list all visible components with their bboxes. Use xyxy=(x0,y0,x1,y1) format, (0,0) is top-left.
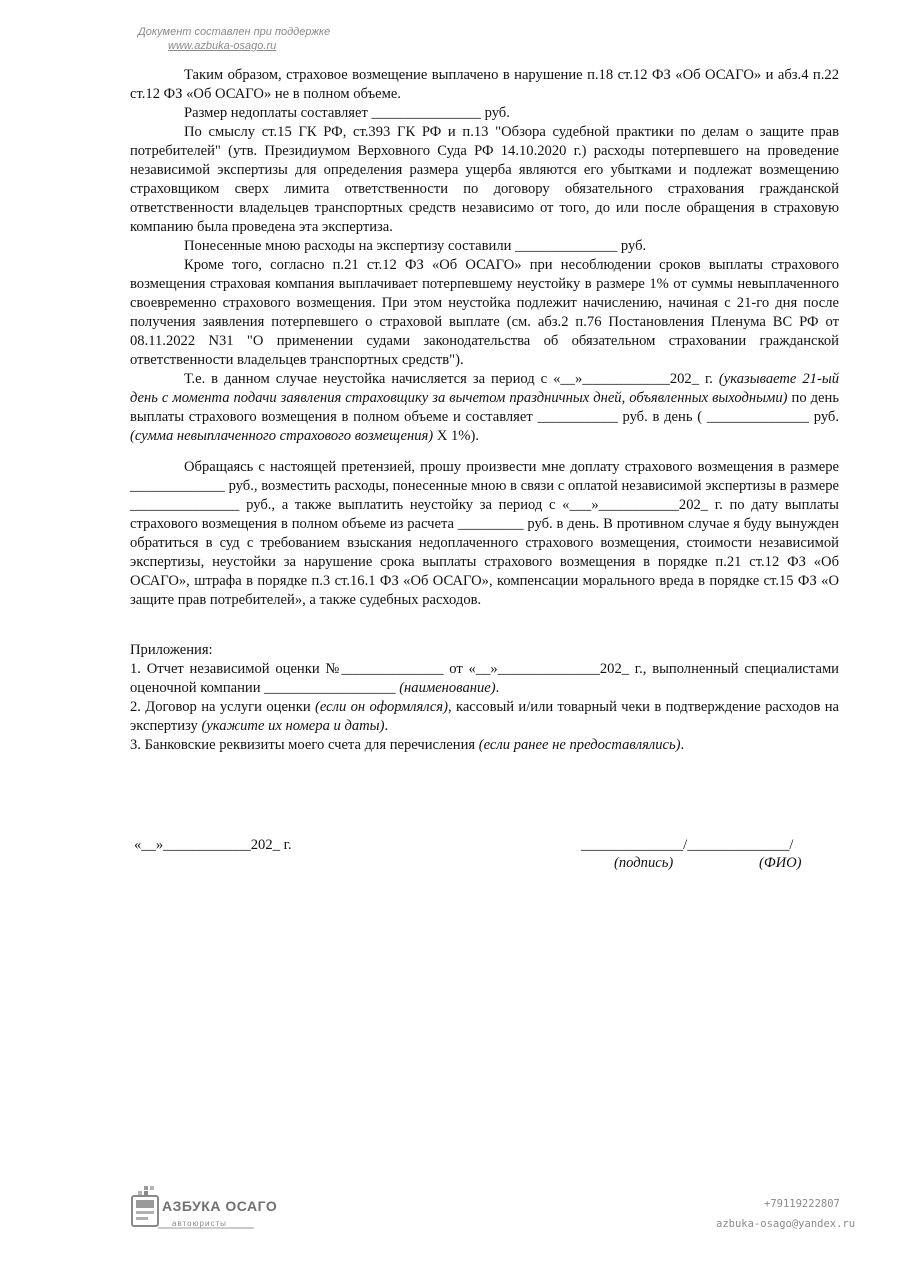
appendix-item-1: 1. Отчет независимой оценки №______________ от «__»______________202_ г., выполненный специалистами оценочной компании __________________ (наименование). xyxy=(130,661,839,696)
header-note: Документ составлен при поддержке xyxy=(138,26,331,38)
logo-subtitle: автоюристы xyxy=(172,1219,227,1228)
signature-line: ______________/______________/ xyxy=(581,837,794,853)
paragraph-expertise-costs: Понесенные мною расходы на экспертизу составили ______________ руб. xyxy=(184,238,647,254)
name-caption: (ФИО) xyxy=(759,855,802,871)
footer-phone[interactable]: +79119222807 xyxy=(764,1198,840,1210)
header-url[interactable]: www.azbuka-osago.ru xyxy=(168,40,277,52)
appendix-item-3: 3. Банковские реквизиты моего счета для перечисления (если ранее не предоставлялись). xyxy=(130,737,685,753)
appendix-item-2: 2. Договор на услуги оценки (если он оформлялся), кассовый и/или товарный чеки в подтверждение расходов на экспертизу (укажите их номера и даты). xyxy=(130,699,839,734)
paragraph-penalty-basis: Кроме того, согласно п.21 ст.12 ФЗ «Об ОСАГО» при несоблюдении сроков выплаты страхового возмещения страховая компания выплачивает потерпевшему неустойку в размере 1% от суммы невыплаченного своевременно страхового возмещения. При этом неустойка подлежит начислению, начиная с 21-го дня после получения заявления потерпевшего о страховой выплате (см. абз.2 п.76 Постановления Пленума ВС РФ от 08.11.2022 N31 "О применении судами законодательства об обязательном страховании гражданской ответственности владельцев транспортных средств"). xyxy=(130,257,839,368)
logo-text: АЗБУКА ОСАГО xyxy=(162,1198,278,1214)
signature-caption: (подпись) xyxy=(614,855,674,871)
footer-email[interactable]: azbuka-osago@yandex.ru xyxy=(716,1218,856,1230)
paragraph-claim-demand: Обращаясь с настоящей претензией, прошу произвести мне доплату страхового возмещения в размере _____________ руб., возместить расходы, понесенные мною в связи с оплатой независимой экспертизы в размере _______________ руб., а также выплатить неустойку за период с «___»___________202_ г. по дату выплаты страхового возмещения в полном объеме из расчета _________ руб. в день. В противном случае я буду вынужден обратиться в суд с требованием взыскания недоплаченного страхового возмещения, стоимости независимой экспертизы, неустойки за нарушение срока выплаты страхового возмещения в порядке п.21 ст.12 ФЗ «Об ОСАГО», штрафа в порядке п.3 ст.16.1 ФЗ «Об ОСАГО», компенсации морального вреда в порядке ст.15 ФЗ «О защите прав потребителей», а также судебных расходов. xyxy=(130,459,839,608)
appendix-title: Приложения: xyxy=(130,642,213,658)
paragraph-underpaid-violation: Таким образом, страховое возмещение выплачено в нарушение п.18 ст.12 ФЗ «Об ОСАГО» и абз.4 п.22 ст.12 ФЗ «Об ОСАГО» не в полном объеме. xyxy=(130,67,839,102)
paragraph-penalty-period: Т.е. в данном случае неустойка начисляется за период с «__»____________202_ г. (указываете 21-ый день с момента подачи заявления страховщику за вычетом праздничных дней, объявленных выходными) по день выплаты страхового возмещения в полном объеме и составляет ___________ руб. в день ( ______________ руб. (сумма невыплаченного страхового возмещения) Х 1%). xyxy=(130,371,839,444)
signature-date: «__»____________202_ г. xyxy=(134,837,292,853)
paragraph-expertise-legal-basis: По смыслу ст.15 ГК РФ, ст.393 ГК РФ и п.13 "Обзора судебной практики по делам о защите прав потребителей" (утв. Президиумом Верховного Суда РФ 14.10.2020 г.) расходы потерпевшего на проведение независимой экспертизы для определения размера ущерба являются его убытками и подлежат возмещению страховщиком сверх лимита ответственности по договору обязательного страхования гражданской ответственности владельцев транспортных средств независимо от того, до или после обращения в страховую компанию была проведена эта экспертиза. xyxy=(130,124,839,235)
paragraph-shortfall-amount: Размер недоплаты составляет _______________ руб. xyxy=(184,105,510,121)
document-body xyxy=(130,66,839,755)
